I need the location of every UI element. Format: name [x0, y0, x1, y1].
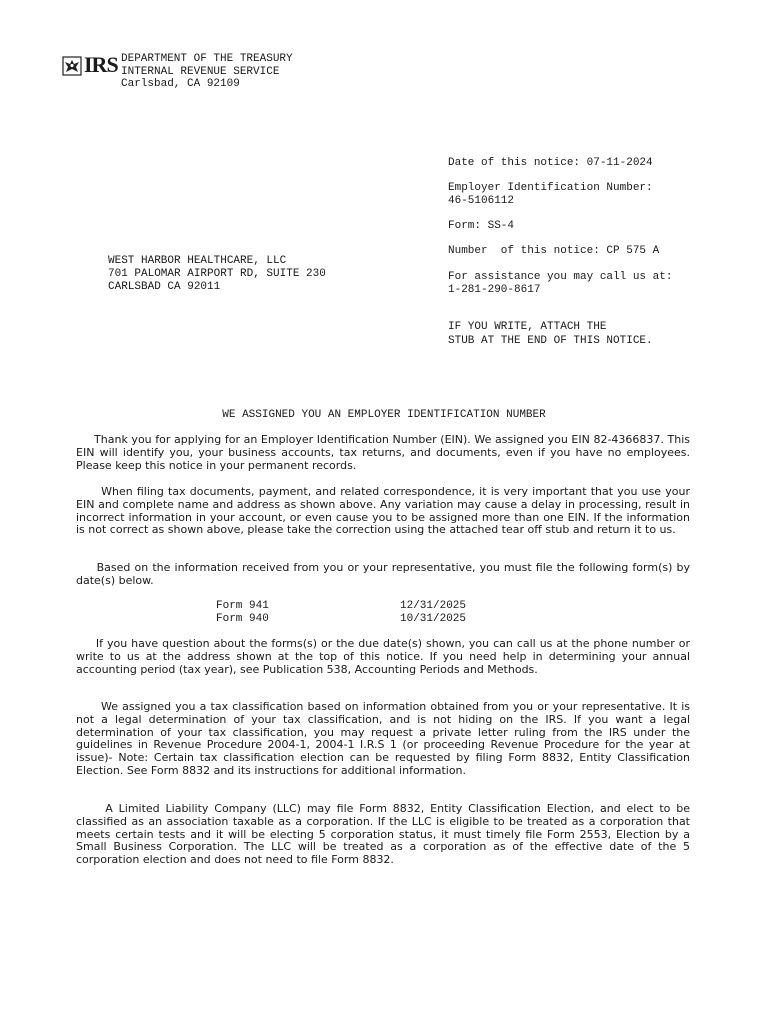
forms-due-row	[216, 600, 466, 613]
irs-wordmark: IRS	[84, 52, 118, 77]
recipient-name: WEST HARBOR HEALTHCARE, LLC	[108, 255, 287, 267]
agency-block	[121, 53, 293, 91]
paragraph-thank-you: Thank you for applying for an Employer Identification Number (EIN). We assigned you EIN 82-4366837. This EIN will identify you, your business accounts, tax returns, and documents, even if you have no employees. Please keep this notice in your permanent records.	[76, 433, 690, 472]
notice-heading: WE ASSIGNED YOU AN EMPLOYER IDENTIFICATION NUMBER	[222, 409, 546, 421]
service-name: INTERNAL REVENUE SERVICE	[121, 65, 280, 78]
ein-value: 46-5106112	[448, 195, 515, 207]
assistance-phone: 1-281-290-8617	[448, 284, 541, 296]
form-type: Form: SS-4	[448, 220, 515, 232]
paragraph-llc-election: A Limited Liability Company (LLC) may file Form 8832, Entity Classification Election, and elect to be classified as an association taxable as a corporation. If the LLC is eligible to be treated as a corporation that meets certain tests and it will be electing 5 corporation status, it must timely file Form 2553, Election by a Small Business Corporation. The LLC will be treated as a corporation as of the effective date of the 5 corporation election and does not need to file Form 8832.	[76, 802, 690, 867]
write-instruction-line1: IF YOU WRITE, ATTACH THE	[448, 321, 607, 333]
irs-logo	[62, 54, 118, 76]
office-city: Carlsbad, CA 92109	[121, 78, 240, 90]
paragraph-filing-documents: When filing tax documents, payment, and related correspondence, it is very important that you use your EIN and complete name and address as shown above. Any variation may cause a delay in processing, result in incorrect information in your account, or even cause you to be assigned more than one EIN. If the information is not correct as shown above, please take the correction using the attached tear off stub and return it to us.	[76, 485, 690, 537]
eagle-seal-icon	[62, 56, 82, 76]
recipient-address	[108, 255, 326, 294]
form-name: Form 941	[216, 600, 269, 612]
notice-number: Number of this notice: CP 575 A	[448, 245, 660, 257]
recipient-city: CARLSBAD CA 92011	[108, 281, 221, 293]
form-due-date: 10/31/2025	[400, 612, 467, 625]
paragraph-tax-classification: We assigned you a tax classification based on information obtained from you or your representative. It is not a legal determination of your tax classification, and is not hiding on the IRS. If you want a legal determination of your tax classification, you may request a private letter ruling from the IRS under the guidelines in Revenue Procedure 2004-1, 2004-1 I.R.S 1 (or proceeding Revenue Procedure for the year at issue)- Note: Certain tax classification election can be requested by filing Form 8832, Entity Classification Election. See Form 8832 and its instructions for additional information.	[76, 700, 690, 777]
forms-due-table	[216, 600, 466, 626]
form-name: Form 940	[216, 612, 269, 625]
department-name: DEPARTMENT OF THE TREASURY	[121, 53, 293, 65]
form-due-date: 12/31/2025	[400, 600, 467, 612]
write-instruction-line2: STUB AT THE END OF THIS NOTICE.	[448, 335, 653, 347]
ein-label: Employer Identification Number:	[448, 182, 653, 194]
paragraph-questions: If you have question about the forms(s) or the due date(s) shown, you can call us at the phone number or write to us at the address shown at the top of this notice. If you need help in determining your annual accounting period (tax year), see Publication 538, Accounting Periods and Methods.	[76, 637, 690, 676]
notice-date: Date of this notice: 07-11-2024	[448, 157, 653, 169]
assistance-label: For assistance you may call us at:	[448, 271, 673, 283]
recipient-street: 701 PALOMAR AIRPORT RD, SUITE 230	[108, 268, 326, 280]
forms-due-row	[216, 613, 466, 626]
paragraph-required-forms: Based on the information received from you or your representative, you must file the following form(s) by date(s) below.	[76, 561, 690, 587]
